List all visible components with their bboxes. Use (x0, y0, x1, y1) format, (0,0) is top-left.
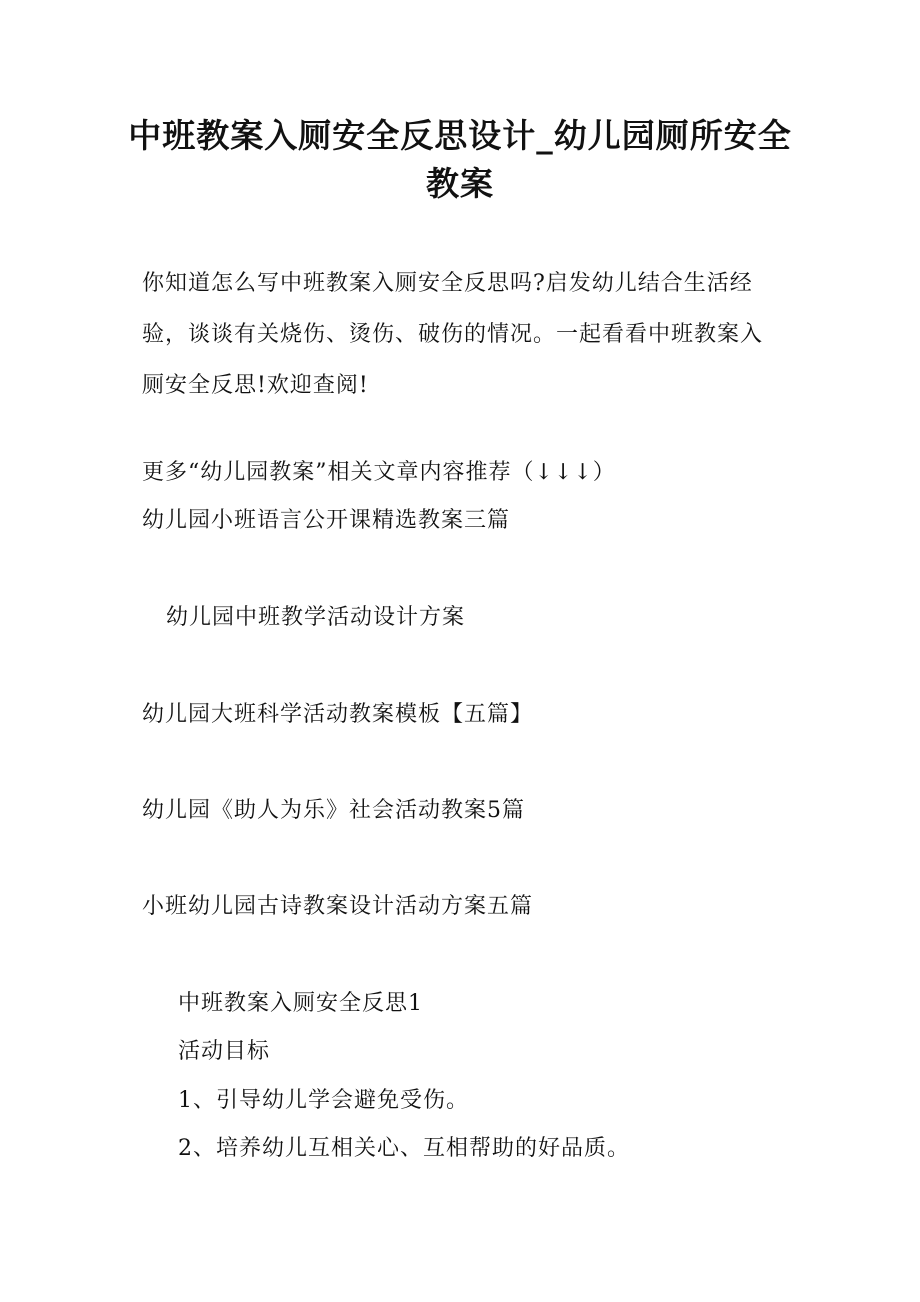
recommend-heading: 更多“幼儿园教案”相关文章内容推荐（↓↓↓） (142, 460, 616, 485)
section-title: 中班教案入厕安全反思1 (178, 991, 423, 1016)
goal-item-2: 2、培养幼儿互相关心、互相帮助的好品质。 (178, 1136, 630, 1161)
recommend-link-4[interactable]: 幼儿园《助人为乐》社会活动教案5篇 (142, 798, 525, 823)
goal-item-1: 1、引导幼儿学会避免受伤。 (178, 1088, 469, 1113)
recommend-link-1[interactable]: 幼儿园小班语言公开课精选教案三篇 (142, 508, 511, 533)
intro-paragraph: 你知道怎么写中班教案入厕安全反思吗?启发幼儿结合生活经验，谈谈有关烧伤、烫伤、破伤的情况。一起看看中班教案入厕安全反思!欢迎查阅! (142, 271, 764, 398)
recommend-link-3[interactable]: 幼儿园大班科学活动教案模板【五篇】 (142, 702, 534, 727)
document-title: 中班教案入厕安全反思设计_幼儿园厕所安全教案 (128, 116, 792, 203)
recommend-link-5[interactable]: 小班幼儿园古诗教案设计活动方案五篇 (142, 894, 534, 919)
recommend-link-2[interactable]: 幼儿园中班教学活动设计方案 (166, 605, 466, 630)
goals-heading: 活动目标 (178, 1039, 271, 1064)
